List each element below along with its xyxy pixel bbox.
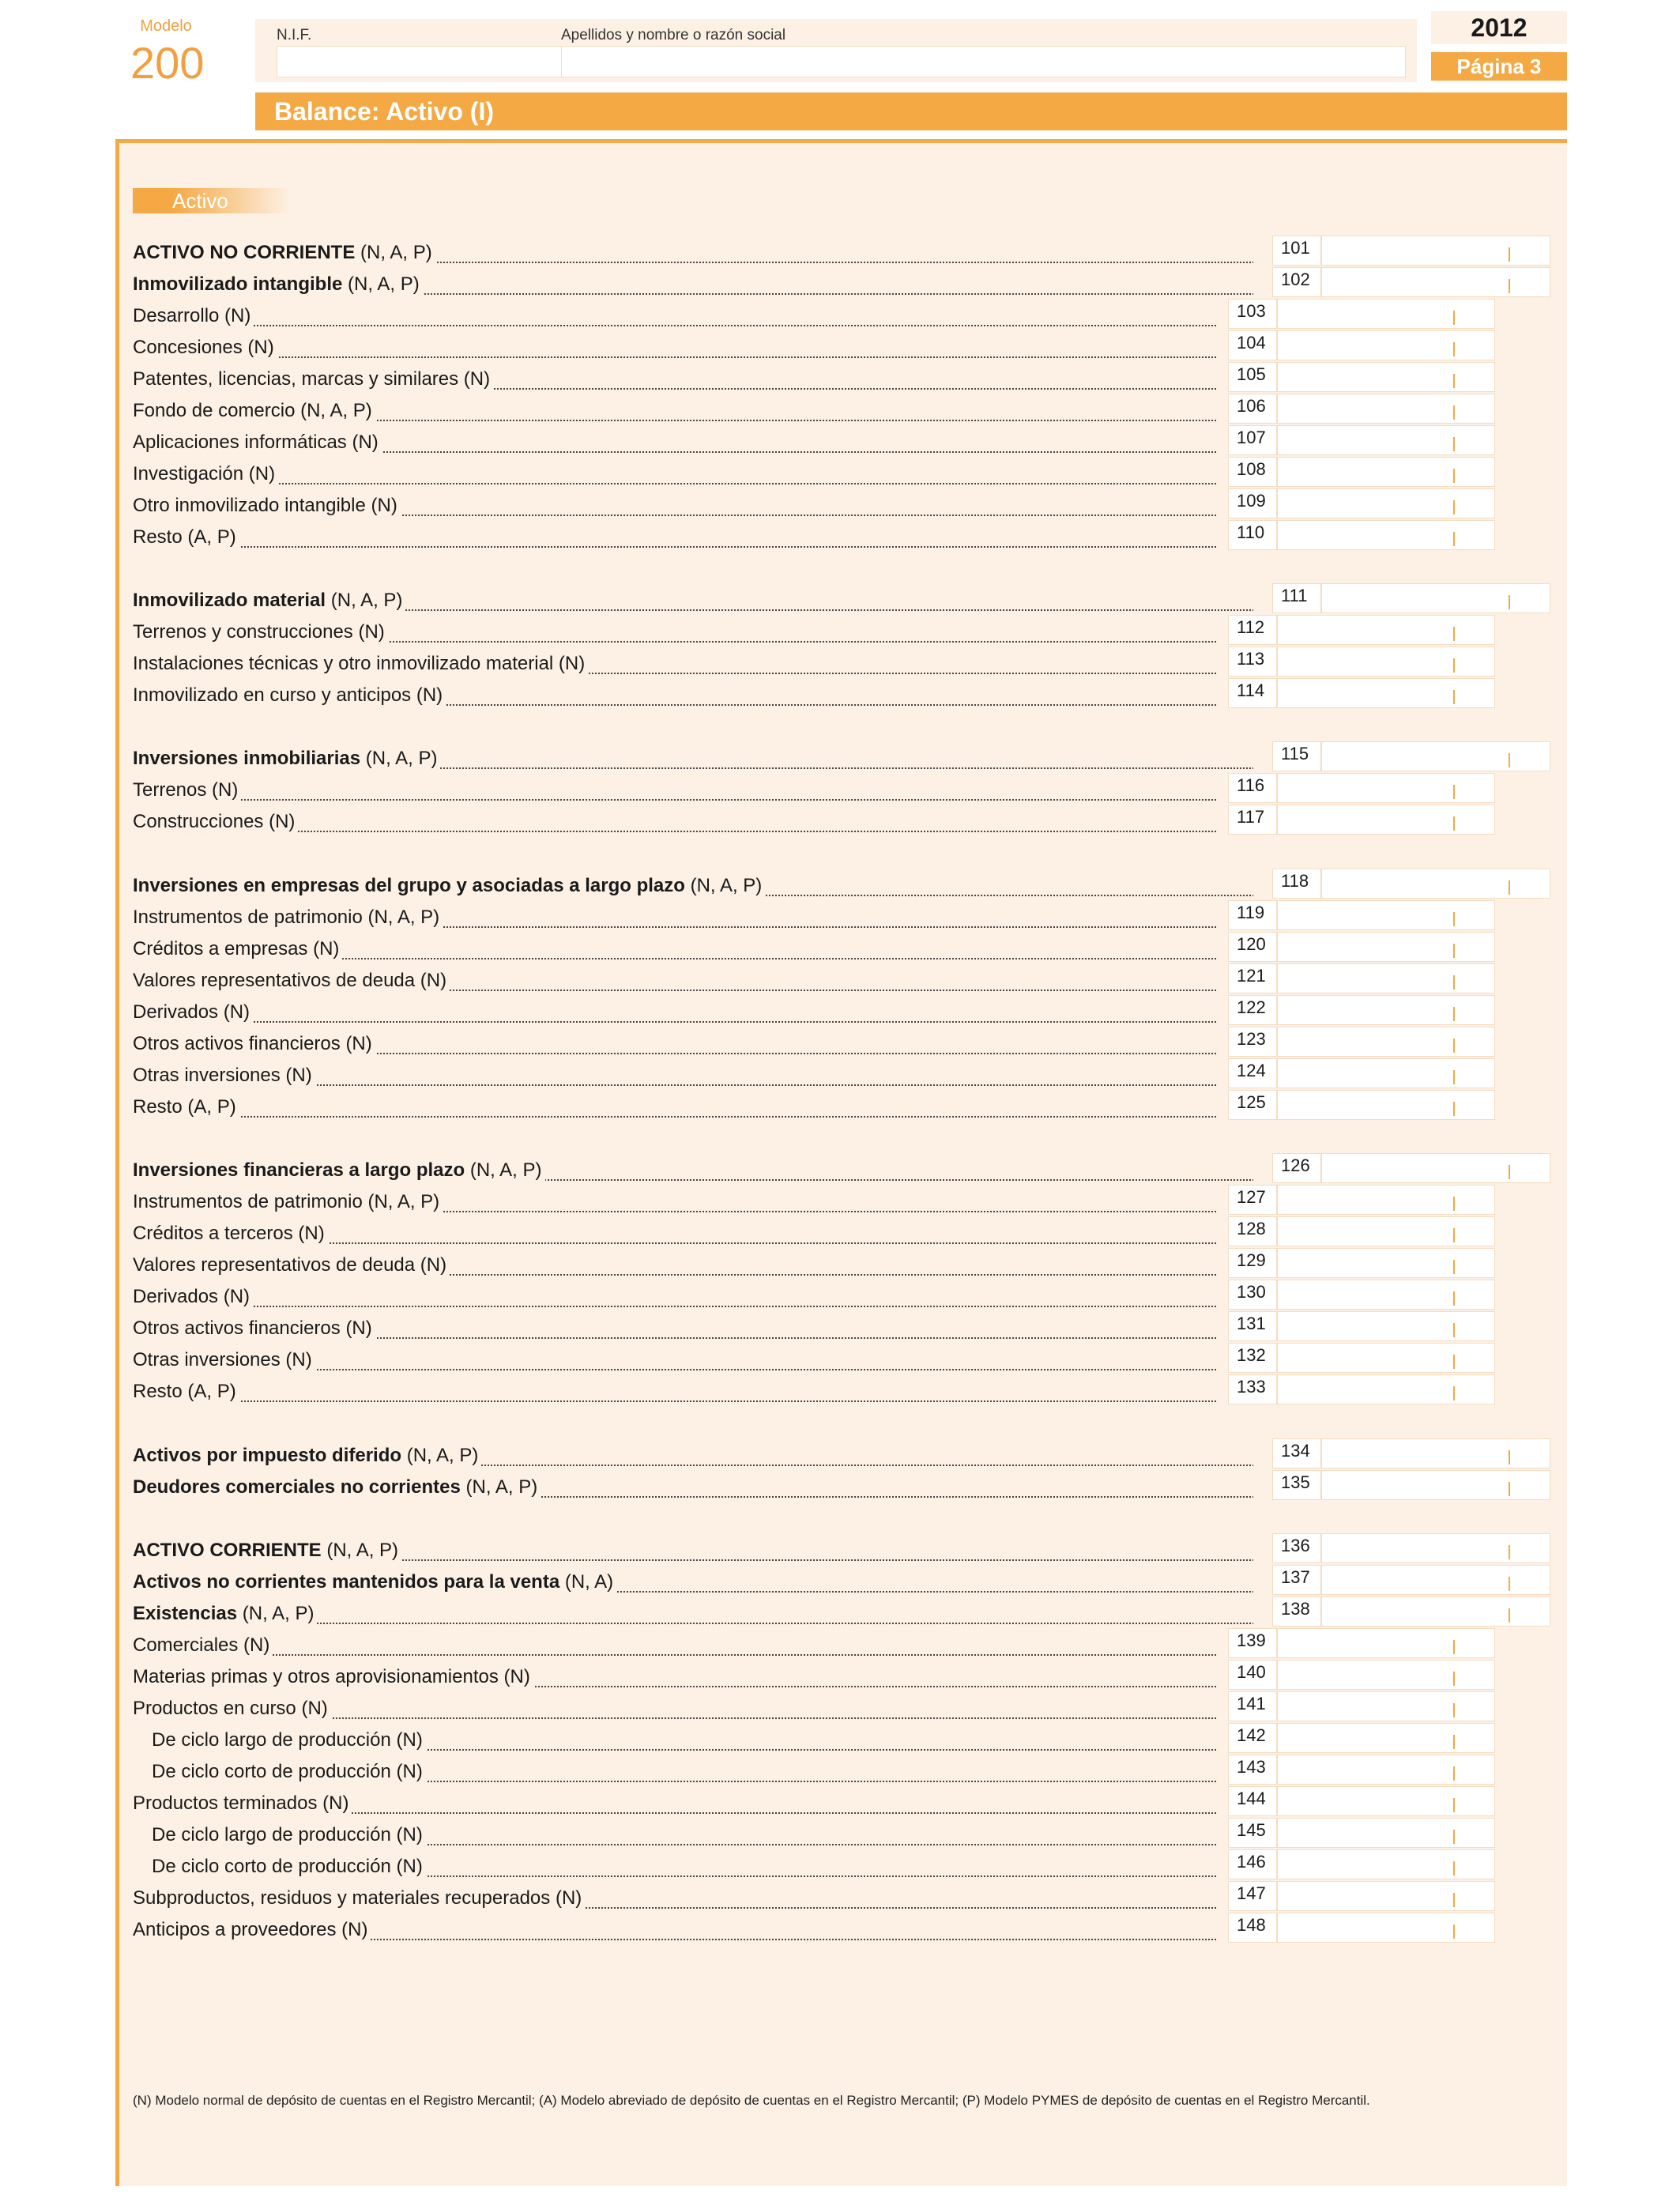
decimal-separator-mark [1453, 342, 1455, 356]
decimal-separator-mark [1453, 1102, 1455, 1116]
box-code: 126 [1272, 1153, 1321, 1183]
box-code: 140 [1228, 1660, 1277, 1690]
row-label-text: Aplicaciones informáticas (N) [133, 432, 379, 453]
box-code: 132 [1228, 1343, 1277, 1373]
row-label [133, 1284, 1217, 1310]
amount-field[interactable] [1321, 1470, 1550, 1500]
row-label-text: (N, A, P) [684, 875, 763, 896]
box-code: 142 [1228, 1723, 1277, 1753]
box-code: 141 [1228, 1691, 1277, 1721]
row-label-text: Resto (A, P) [133, 1381, 236, 1402]
box-code: 115 [1272, 741, 1321, 771]
row-label [133, 303, 1217, 329]
page-badge: Página 3 [1431, 52, 1567, 81]
row-label [133, 1886, 1217, 1911]
row-label-text: Créditos a empresas (N) [133, 938, 340, 959]
row-label [133, 240, 1253, 266]
decimal-separator-mark [1453, 1070, 1455, 1084]
box-code: 147 [1228, 1881, 1277, 1911]
row-label [133, 1095, 1217, 1120]
year-badge: 2012 [1431, 11, 1567, 44]
box-code: 143 [1228, 1755, 1277, 1785]
amount-field[interactable] [1321, 741, 1550, 771]
decimal-separator-mark [1453, 1260, 1455, 1274]
row-label [133, 1570, 1253, 1595]
row-label [133, 493, 1217, 518]
decimal-separator-mark [1453, 785, 1455, 799]
amount-field[interactable] [1277, 330, 1495, 360]
row-label-text: Otros activos financieros (N) [133, 1033, 372, 1054]
box-code: 144 [1228, 1786, 1277, 1816]
row-label [133, 1031, 1217, 1057]
box-code: 123 [1228, 1027, 1277, 1057]
row-label-text: Otras inversiones (N) [133, 1065, 312, 1086]
decimal-separator-mark [1453, 500, 1455, 515]
row-label-bold: Inmovilizado material [133, 590, 326, 611]
row-label-bold: Activos por impuesto diferido [133, 1445, 402, 1466]
box-code: 111 [1272, 583, 1321, 613]
amount-field[interactable] [1321, 1153, 1550, 1183]
row-label-text: (N, A) [559, 1571, 614, 1593]
row-label-text: Derivados (N) [133, 1001, 250, 1023]
amount-field[interactable] [1277, 1374, 1495, 1404]
box-code: 108 [1228, 457, 1277, 487]
decimal-separator-mark [1453, 816, 1455, 831]
row-label [133, 1379, 1217, 1404]
decimal-separator-mark [1509, 247, 1510, 262]
row-label-text: Patentes, licencias, marcas y similares (N) [133, 368, 491, 390]
row-label [133, 398, 1217, 424]
amount-field[interactable] [1277, 1216, 1495, 1246]
row-label [133, 746, 1253, 771]
amount-field[interactable] [1277, 1280, 1495, 1310]
row-label-text: De ciclo largo de producción (N) [152, 1824, 423, 1845]
row-label [133, 525, 1217, 550]
box-code: 105 [1228, 362, 1277, 392]
row-label-bold: Inversiones financieras a largo plazo [133, 1159, 465, 1181]
box-code: 129 [1228, 1248, 1277, 1278]
decimal-separator-mark [1453, 944, 1455, 958]
amount-field[interactable] [1277, 1913, 1495, 1943]
amount-field[interactable] [1277, 1849, 1495, 1879]
box-code: 103 [1228, 299, 1277, 329]
amount-field[interactable] [1277, 805, 1495, 835]
row-label [133, 905, 1217, 930]
decimal-separator-mark [1509, 1545, 1510, 1559]
row-label [133, 272, 1253, 297]
amount-field[interactable] [1277, 1660, 1495, 1690]
row-label-text: Valores representativos de deuda (N) [133, 1254, 447, 1276]
box-code: 110 [1228, 520, 1277, 550]
model-header [130, 17, 205, 91]
row-label-text: Investigación (N) [133, 463, 276, 484]
decimal-separator-mark [1509, 1577, 1510, 1591]
row-label-text: Resto (A, P) [133, 1096, 236, 1118]
nif-field[interactable] [277, 46, 563, 77]
row-label-text: Subproductos, residuos y materiales recuperados (N) [133, 1887, 582, 1909]
row-label-text: Créditos a terceros (N) [133, 1223, 325, 1244]
row-label [133, 430, 1217, 455]
row-label-text: (N, A, P) [237, 1603, 315, 1624]
row-label-text: Otras inversiones (N) [133, 1349, 312, 1370]
box-code: 130 [1228, 1280, 1277, 1310]
decimal-separator-mark [1453, 311, 1455, 325]
amount-field[interactable] [1277, 425, 1495, 455]
box-code: 122 [1228, 995, 1277, 1025]
amount-field[interactable] [1277, 1027, 1495, 1057]
amount-field[interactable] [1277, 647, 1495, 677]
box-code: 104 [1228, 330, 1277, 360]
box-code: 106 [1228, 394, 1277, 424]
box-code: 124 [1228, 1058, 1277, 1088]
row-label [133, 778, 1217, 803]
decimal-separator-mark [1453, 1039, 1455, 1053]
page-title: Balance: Activo (I) [255, 92, 1567, 130]
box-code: 139 [1228, 1628, 1277, 1658]
amount-field[interactable] [1277, 900, 1495, 930]
box-code: 145 [1228, 1818, 1277, 1848]
amount-field[interactable] [1277, 932, 1495, 962]
box-code: 128 [1228, 1216, 1277, 1246]
row-label-text: Construcciones (N) [133, 811, 296, 832]
box-code: 114 [1228, 678, 1277, 708]
row-label-text: Instalaciones técnicas y otro inmovilizado material (N) [133, 653, 586, 674]
box-code: 136 [1272, 1533, 1321, 1563]
decimal-separator-mark [1453, 1386, 1455, 1400]
row-label-text: Resto (A, P) [133, 526, 236, 548]
box-code: 146 [1228, 1849, 1277, 1879]
row-label [133, 968, 1217, 993]
row-label-text: (N, A, P) [401, 1445, 479, 1466]
amount-field[interactable] [1321, 1533, 1550, 1563]
box-code: 135 [1272, 1470, 1321, 1500]
decimal-separator-mark [1509, 753, 1510, 767]
box-code: 102 [1272, 267, 1321, 297]
row-label [133, 620, 1217, 645]
row-label-text: Anticipos a proveedores (N) [133, 1919, 368, 1940]
row-label-text: De ciclo corto de producción (N) [152, 1761, 423, 1782]
row-label [133, 1253, 1217, 1278]
decimal-separator-mark [1453, 1672, 1455, 1686]
row-label [133, 683, 1217, 708]
decimal-separator-mark [1509, 1165, 1510, 1179]
decimal-separator-mark [1453, 374, 1455, 388]
box-code: 112 [1228, 615, 1277, 645]
decimal-separator-mark [1453, 658, 1455, 673]
row-label-text: (N, A, P) [321, 1540, 399, 1561]
decimal-separator-mark [1509, 1608, 1510, 1623]
decimal-separator-mark [1453, 405, 1455, 420]
decimal-separator-mark [1453, 1640, 1455, 1654]
amount-field[interactable] [1321, 869, 1550, 899]
box-code: 125 [1228, 1090, 1277, 1120]
decimal-separator-mark [1509, 1450, 1510, 1465]
row-label [133, 1601, 1253, 1627]
row-label-text: Otros activos financieros (N) [133, 1318, 372, 1339]
decimal-separator-mark [1453, 912, 1455, 926]
row-label-text: (N, A, P) [465, 1159, 542, 1181]
footnote: (N) Modelo normal de depósito de cuentas en el Registro Mercantil; (A) Modelo abreviado de depósito de cuentas en el Registro Mercantil; (P) Modelo PYMES de depósito de cuentas en el Registro Mercantil. [133, 2093, 1370, 2108]
amount-field[interactable] [1321, 1565, 1550, 1595]
decimal-separator-mark [1453, 1291, 1455, 1306]
box-code: 107 [1228, 425, 1277, 455]
row-label-text: (N, A, P) [342, 273, 420, 295]
box-code: 116 [1228, 773, 1277, 803]
row-label [133, 588, 1253, 613]
row-label [133, 1316, 1217, 1341]
decimal-separator-mark [1453, 1735, 1455, 1749]
amount-field[interactable] [1277, 520, 1495, 550]
row-label-text: (N, A, P) [360, 748, 438, 769]
row-label-text: Valores representativos de deuda (N) [133, 970, 447, 991]
row-label [133, 937, 1217, 962]
decimal-separator-mark [1509, 1482, 1510, 1496]
row-label [133, 462, 1217, 487]
row-label [133, 1000, 1217, 1025]
decimal-separator-mark [1453, 1355, 1455, 1369]
amount-field[interactable] [1277, 1311, 1495, 1341]
amount-field[interactable] [1321, 1596, 1550, 1627]
box-code: 119 [1228, 900, 1277, 930]
row-label-text: Productos terminados (N) [133, 1793, 349, 1814]
row-label-text: Concesiones (N) [133, 337, 274, 358]
amount-field[interactable] [1277, 1090, 1495, 1120]
row-label-bold: ACTIVO NO CORRIENTE [133, 242, 356, 263]
decimal-separator-mark [1509, 279, 1510, 293]
row-label-text: Desarrollo (N) [133, 305, 251, 326]
row-label-text: Otro inmovilizado intangible (N) [133, 495, 397, 516]
row-label [133, 1823, 1217, 1848]
row-label [133, 1664, 1217, 1690]
nif-label: N.I.F. [277, 27, 312, 43]
row-label [133, 1791, 1217, 1816]
row-label-text: (N, A, P) [326, 590, 403, 611]
row-label [133, 1917, 1217, 1943]
row-label-text: (N, A, P) [460, 1476, 538, 1498]
decimal-separator-mark [1509, 880, 1510, 895]
decimal-separator-mark [1453, 1323, 1455, 1337]
row-label-text: De ciclo largo de producción (N) [152, 1729, 423, 1751]
box-code: 131 [1228, 1311, 1277, 1341]
row-label [133, 873, 1253, 899]
decimal-separator-mark [1453, 1830, 1455, 1844]
box-code: 118 [1272, 869, 1321, 899]
row-label [133, 1221, 1217, 1246]
decimal-separator-mark [1453, 1007, 1455, 1021]
box-code: 117 [1228, 805, 1277, 835]
amount-field[interactable] [1277, 678, 1495, 708]
row-label-bold: Inversiones en empresas del grupo y asociadas a largo plazo [133, 875, 685, 896]
amount-field[interactable] [1277, 995, 1495, 1025]
row-label [133, 367, 1217, 392]
row-label-text: Derivados (N) [133, 1286, 250, 1307]
decimal-separator-mark [1453, 1924, 1455, 1939]
amount-field[interactable] [1277, 1786, 1495, 1816]
model-number: 200 [130, 38, 205, 88]
amount-field[interactable] [1277, 773, 1495, 803]
box-code: 113 [1228, 647, 1277, 677]
row-label-text: (N, A, P) [355, 242, 432, 263]
row-label [133, 1633, 1217, 1658]
decimal-separator-mark [1453, 975, 1455, 990]
model-label: Modelo [140, 17, 192, 35]
amount-field[interactable] [1277, 1058, 1495, 1088]
decimal-separator-mark [1509, 595, 1510, 609]
section-label: Activo [133, 188, 291, 213]
amount-field[interactable] [1277, 488, 1495, 518]
row-label [133, 1538, 1253, 1563]
row-label [133, 1189, 1217, 1215]
row-label-bold: Inversiones inmobiliarias [133, 748, 361, 769]
row-label [133, 335, 1217, 360]
box-code: 121 [1228, 963, 1277, 993]
amount-field[interactable] [1321, 1438, 1550, 1468]
decimal-separator-mark [1453, 1766, 1455, 1781]
decimal-separator-mark [1453, 1798, 1455, 1812]
row-label-text: Terrenos (N) [133, 779, 239, 801]
amount-field[interactable] [1277, 299, 1495, 329]
box-code: 127 [1228, 1185, 1277, 1215]
row-label-text: Instrumentos de patrimonio (N, A, P) [133, 1191, 440, 1212]
row-label-text: Productos en curso (N) [133, 1698, 328, 1719]
decimal-separator-mark [1453, 1703, 1455, 1717]
row-label [133, 1728, 1217, 1753]
row-label-bold: ACTIVO CORRIENTE [133, 1540, 322, 1561]
decimal-separator-mark [1453, 1197, 1455, 1211]
box-code: 134 [1272, 1438, 1321, 1468]
row-label [133, 1696, 1217, 1721]
decimal-separator-mark [1453, 1893, 1455, 1907]
amount-field[interactable] [1321, 267, 1550, 297]
decimal-separator-mark [1453, 690, 1455, 704]
row-label-bold: Inmovilizado intangible [133, 273, 343, 295]
row-label [133, 1475, 1253, 1500]
row-label [133, 1348, 1217, 1373]
row-label [133, 1158, 1253, 1183]
box-code: 109 [1228, 488, 1277, 518]
decimal-separator-mark [1453, 469, 1455, 483]
amount-field[interactable] [1277, 457, 1495, 487]
amount-field[interactable] [1277, 1628, 1495, 1658]
row-label [133, 809, 1217, 835]
row-label [133, 1443, 1253, 1468]
box-code: 137 [1272, 1565, 1321, 1595]
taxpayer-header [255, 19, 1417, 82]
amount-field[interactable] [1277, 1818, 1495, 1848]
name-label: Apellidos y nombre o razón social [561, 27, 786, 43]
row-label-text: Fondo de comercio (N, A, P) [133, 400, 372, 421]
amount-field[interactable] [1277, 1343, 1495, 1373]
box-code: 101 [1272, 236, 1321, 266]
amount-field[interactable] [1277, 1723, 1495, 1753]
amount-field[interactable] [1321, 583, 1550, 613]
amount-field[interactable] [1277, 1248, 1495, 1278]
amount-field[interactable] [1277, 1185, 1495, 1215]
amount-field[interactable] [1277, 615, 1495, 645]
row-label-text: Comerciales (N) [133, 1634, 270, 1656]
row-label-text: De ciclo corto de producción (N) [152, 1856, 423, 1877]
row-label-bold: Activos no corrientes mantenidos para la venta [133, 1571, 560, 1593]
row-label-text: Terrenos y construcciones (N) [133, 621, 385, 643]
box-code: 120 [1228, 932, 1277, 962]
row-label [133, 1063, 1217, 1088]
row-label-text: Materias primas y otros aprovisionamientos (N) [133, 1666, 530, 1687]
row-label [133, 1759, 1217, 1785]
row-label-text: Instrumentos de patrimonio (N, A, P) [133, 907, 440, 928]
decimal-separator-mark [1453, 532, 1455, 546]
row-label-bold: Existencias [133, 1603, 238, 1624]
decimal-separator-mark [1453, 1861, 1455, 1875]
amount-field[interactable] [1277, 1881, 1495, 1911]
amount-field[interactable] [1277, 394, 1495, 424]
amount-field[interactable] [1321, 236, 1550, 266]
decimal-separator-mark [1453, 627, 1455, 641]
box-code: 148 [1228, 1913, 1277, 1943]
name-field[interactable] [561, 46, 1406, 77]
amount-field[interactable] [1277, 1755, 1495, 1785]
decimal-separator-mark [1453, 1228, 1455, 1242]
box-code: 138 [1272, 1596, 1321, 1627]
row-label-bold: Deudores comerciales no corrientes [133, 1476, 461, 1498]
amount-field[interactable] [1277, 362, 1495, 392]
box-code: 133 [1228, 1374, 1277, 1404]
row-label-text: Inmovilizado en curso y anticipos (N) [133, 684, 443, 706]
row-label [133, 1854, 1217, 1879]
decimal-separator-mark [1453, 437, 1455, 451]
row-label [133, 651, 1217, 677]
amount-field[interactable] [1277, 963, 1495, 993]
amount-field[interactable] [1277, 1691, 1495, 1721]
